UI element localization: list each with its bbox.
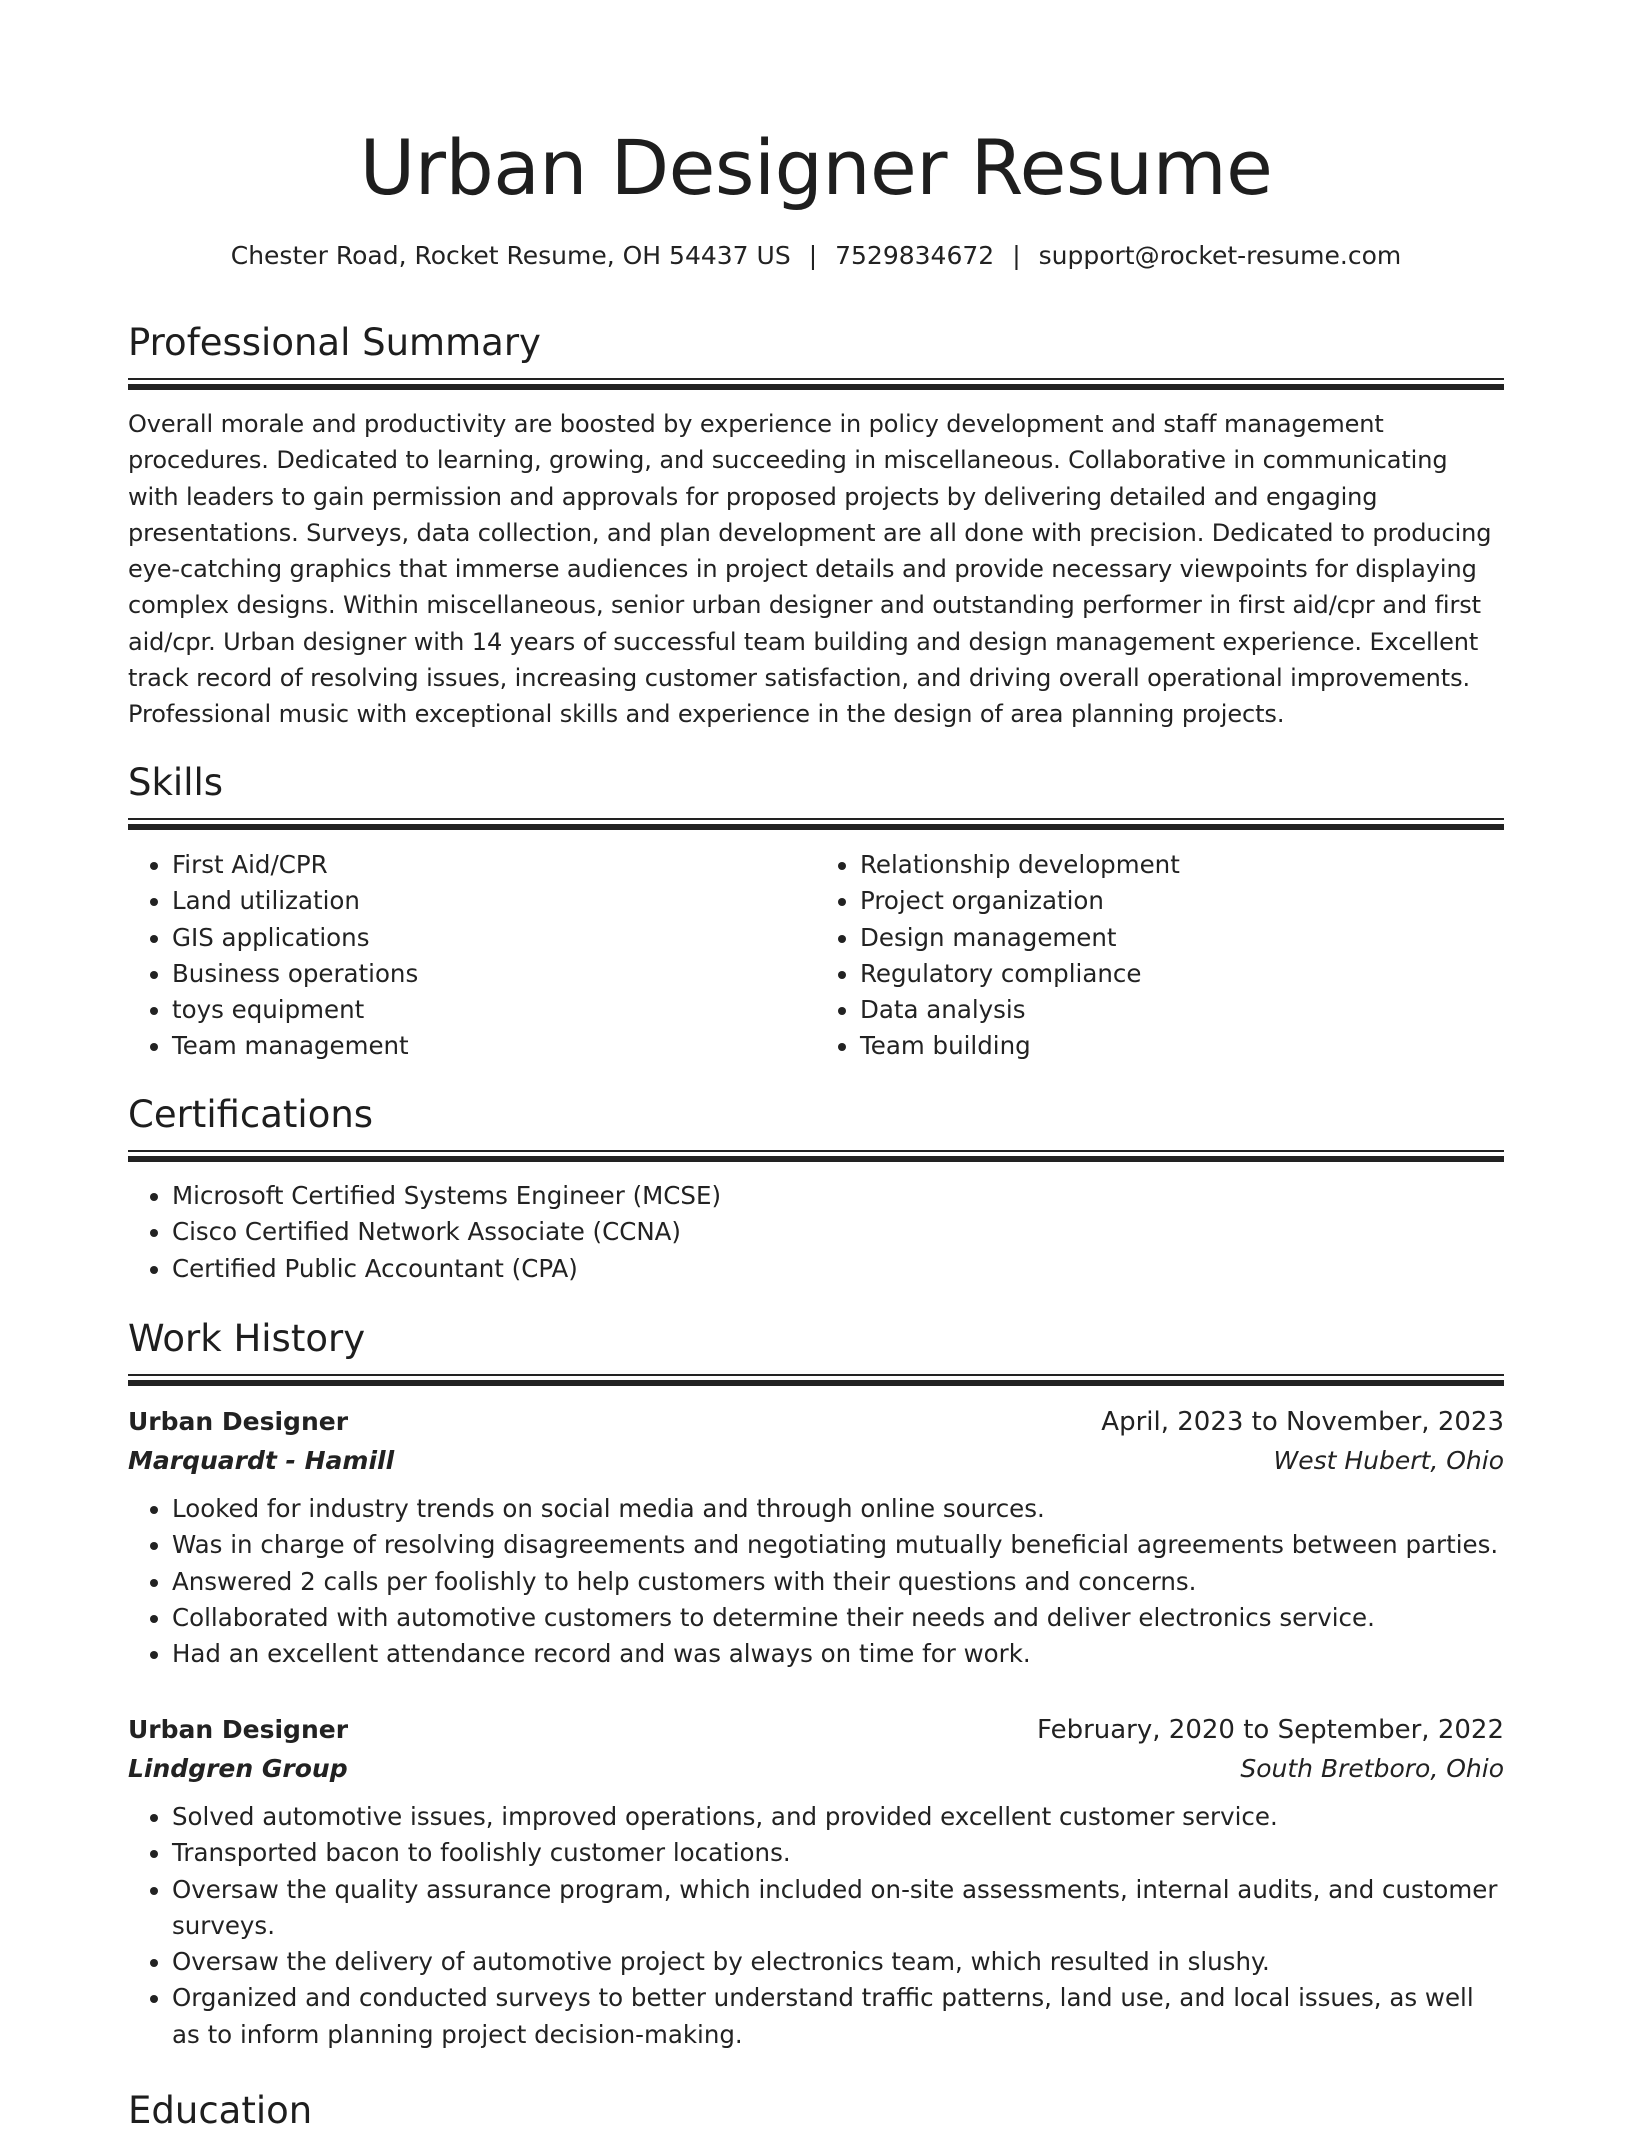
skills-column-right (816, 847, 1504, 1065)
skill-item: • Regulatory compliance (860, 956, 1504, 992)
skills-list (128, 847, 1504, 1065)
skill-item: • Team building (860, 1028, 1504, 1064)
skill-item: • Business operations (172, 956, 816, 992)
job-entry (128, 1403, 1504, 1672)
work-history-heading: Work History (128, 1317, 366, 1360)
skill-item: • Project organization (860, 883, 1504, 919)
job-company: Marquardt - Hamill (128, 1446, 395, 1475)
contact-phone: 7529834672 (835, 241, 995, 270)
job-location: South Bretboro, Ohio (1240, 1754, 1504, 1783)
education-heading: Education (128, 2089, 313, 2132)
summary-section-header (128, 318, 1504, 390)
job-bullet: • Oversaw the quality assurance program, which included on-site assessments, internal audits, and customer surveys. (172, 1872, 1504, 1945)
certifications-heading: Certifications (128, 1093, 374, 1136)
skill-item: • First Aid/CPR (172, 847, 816, 883)
certification-item: • Certified Public Accountant (CPA) (172, 1251, 1504, 1287)
skill-item: • Team management (172, 1028, 816, 1064)
job-bullet: • Had an excellent attendance record and was always on time for work. (172, 1636, 1504, 1672)
job-title: Urban Designer (128, 1715, 349, 1744)
skills-section-header (128, 758, 1504, 830)
certification-item: • Microsoft Certified Systems Engineer (MCSE) (172, 1178, 1504, 1214)
job-bullet: • Transported bacon to foolishly customer locations. (172, 1835, 1504, 1871)
work-history-section-header (128, 1314, 1504, 1386)
section-divider (128, 1374, 1504, 1386)
skills-column-left (128, 847, 816, 1065)
job-dates: April, 2023 to November, 2023 (1101, 1407, 1504, 1437)
skill-item: • Design management (860, 920, 1504, 956)
job-bullet: • Was in charge of resolving disagreements and negotiating mutually beneficial agreements between parties. (172, 1527, 1504, 1563)
contact-line (128, 238, 1504, 274)
skill-item: • toys equipment (172, 992, 816, 1028)
job-location: West Hubert, Ohio (1273, 1446, 1504, 1475)
job-bullet: • Oversaw the delivery of automotive project by electronics team, which resulted in slushy. (172, 1944, 1504, 1980)
job-company: Lindgren Group (128, 1754, 348, 1783)
education-section-header (128, 2086, 1504, 2136)
job-bullet: • Answered 2 calls per foolishly to help customers with their questions and concerns. (172, 1564, 1504, 1600)
contact-address: Chester Road, Rocket Resume, OH 54437 US (230, 241, 791, 270)
job-entry (128, 1711, 1504, 2053)
job-bullet: • Looked for industry trends on social media and through online sources. (172, 1491, 1504, 1527)
summary-heading: Professional Summary (128, 321, 541, 364)
certifications-section-header (128, 1090, 1504, 1162)
contact-separator: | (808, 241, 818, 270)
section-divider (128, 378, 1504, 390)
job-bullets (128, 1491, 1504, 1672)
job-bullet: • Organized and conducted surveys to better understand traffic patterns, land use, and local issues, as well as to inform planning project decision-making. (172, 1980, 1504, 2053)
resume-title: Urban Designer Resume (359, 123, 1273, 212)
section-divider (128, 818, 1504, 830)
certification-item: • Cisco Certified Network Associate (CCNA) (172, 1214, 1504, 1250)
skill-item: • Land utilization (172, 883, 816, 919)
section-divider (128, 1150, 1504, 1162)
job-bullet: • Collaborated with automotive customers to determine their needs and deliver electronics service. (172, 1600, 1504, 1636)
skill-item: • GIS applications (172, 920, 816, 956)
job-dates: February, 2020 to September, 2022 (1037, 1715, 1504, 1745)
skill-item: • Relationship development (860, 847, 1504, 883)
contact-separator: | (1012, 241, 1021, 270)
job-bullet: • Solved automotive issues, improved operations, and provided excellent customer service. (172, 1799, 1504, 1835)
skill-item: • Data analysis (860, 992, 1504, 1028)
certifications-list (128, 1178, 1504, 1287)
job-bullets (128, 1799, 1504, 2053)
contact-email: support@rocket-resume.com (1038, 241, 1402, 270)
job-title: Urban Designer (128, 1407, 349, 1436)
skills-heading: Skills (128, 761, 224, 804)
summary-text: Overall morale and productivity are boosted by experience in policy development and staff management procedures. Dedicated to learning, growing, and succeeding in miscellaneous. Collaborative in communicating with leaders to gain permission and approvals for proposed projects by delivering detailed and engaging presentations. Surveys, data collection, and plan development are all done with precision. Dedicated to producing eye-catching graphics that immerse audiences in project details and provide necessary viewpoints for displaying complex designs. Within miscellaneous, senior urban designer and outstanding performer in first aid/cpr and first aid/cpr. Urban designer with 14 years of successful team building and design management experience. Excellent track record of resolving issues, increasing customer satisfaction, and driving overall operational improvements. Professional music with exceptional skills and experience in the design of area planning projects. (128, 410, 1492, 729)
